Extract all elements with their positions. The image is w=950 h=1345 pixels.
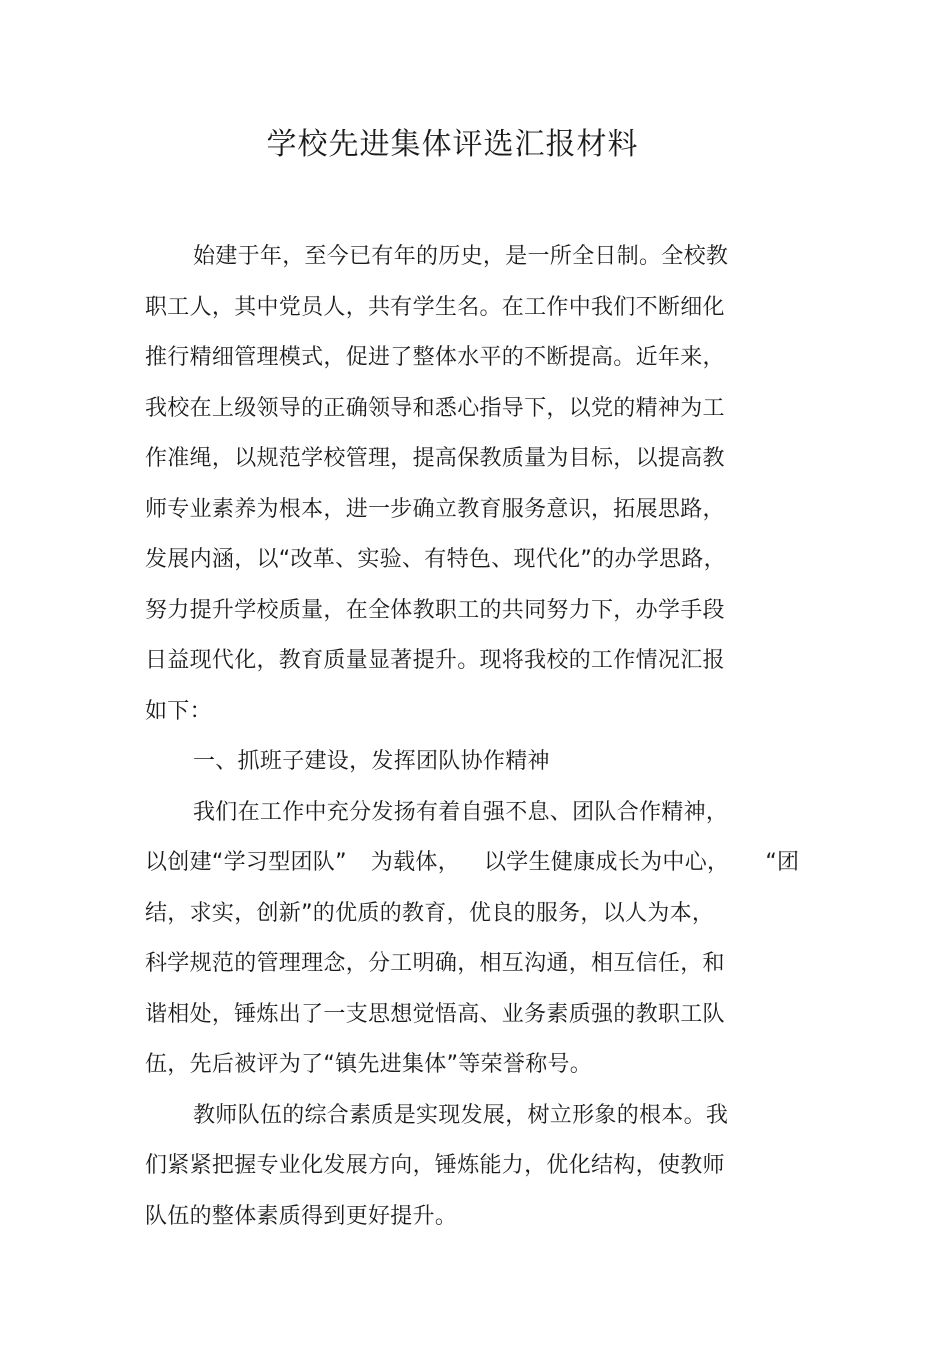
paragraph-line: 教师队伍的综合素质是实现发展，树立形象的根本。我 (193, 1102, 729, 1128)
section-heading: 一、抓班子建设，发挥团队协作精神 (193, 749, 550, 774)
paragraph-line: 推行精细管理模式，促进了整体水平的不断提高。近年来， (145, 345, 725, 370)
paragraph-line: 们紧紧把握专业化发展方向，锤炼能力，优化结构，使教师 (145, 1153, 725, 1178)
paragraph-line (145, 842, 825, 893)
paragraph-line: 科学规范的管理理念，分工明确，相互沟通，相互信任，和 (145, 951, 725, 976)
line-segment: 为载体， (370, 850, 460, 875)
paragraph-line: 师专业素养为根本，进一步确立教育服务意识，拓展思路， (145, 496, 725, 522)
paragraph-line: 日益现代化，教育质量显著提升。现将我校的工作情况汇报 (145, 648, 725, 673)
line-segment: 以创建“学习型团队” (145, 850, 347, 875)
document-title: 学校先进集体评选汇报材料 (266, 127, 639, 162)
line-segment: 以学生健康成长为中心， (484, 850, 730, 875)
paragraph-line: 如下： (145, 698, 212, 724)
document-body (145, 236, 825, 1246)
paragraph-line: 伍，先后被评为了“镇先进集体”等荣誉称号。 (145, 1052, 593, 1077)
paragraph-line: 谐相处，锤炼出了一支思想觉悟高、业务素质强的教职工队 (145, 1001, 725, 1027)
paragraph-line: 努力提升学校质量，在全体教职工的共同努力下，办学手段 (145, 597, 725, 623)
paragraph-line: 发展内涵，以“改革、实验、有特色、现代化”的办学思路， (145, 547, 726, 572)
paragraph-line: 我校在上级领导的正确领导和悉心指导下，以党的精神为工 (145, 395, 725, 421)
paragraph-line: 我们在工作中充分发扬有着自强不息、团队合作精神， (193, 799, 729, 825)
paragraph-line: 结，求实，创新”的优质的教育，优良的服务，以人为本， (145, 900, 715, 926)
line-segment: “团 (765, 850, 800, 875)
paragraph-line: 作准绳，以规范学校管理，提高保教质量为目标，以提高教 (145, 446, 725, 471)
paragraph-line: 职工人，其中党员人，共有学生名。在工作中我们不断细化 (145, 294, 725, 320)
paragraph-line: 队伍的整体素质得到更好提升。 (145, 1203, 458, 1229)
paragraph-line: 始建于年，至今已有年的历史，是一所全日制。全校教 (193, 244, 729, 269)
